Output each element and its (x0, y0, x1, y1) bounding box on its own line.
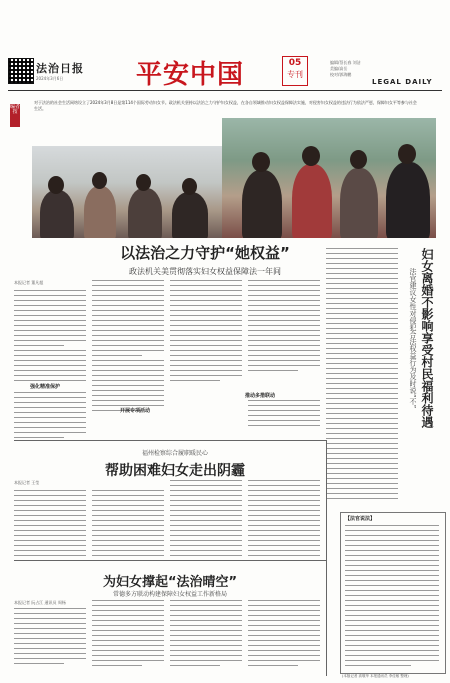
masthead (0, 0, 450, 92)
text-column (248, 400, 320, 430)
text-column (14, 290, 86, 385)
text-column (345, 525, 439, 670)
article1-subheadline: 政法机关美贯彻落实妇女权益保障法一年间 (129, 267, 281, 276)
article1-subhead: 强化精准保护 (30, 384, 61, 390)
text-column (326, 248, 398, 503)
text-column (248, 480, 320, 565)
article2-byline: 本报记者 王莹 (14, 480, 40, 485)
paper-logo: 法治日报 (36, 62, 84, 75)
text-column (92, 600, 164, 670)
editor-note-tag: 编者按 (10, 104, 20, 127)
column-divider (326, 440, 327, 676)
section-brand: 平安中国 (136, 60, 245, 90)
article1-subhead: 推动多措联动 (245, 393, 276, 399)
editors-credit (330, 60, 361, 78)
text-column (14, 392, 86, 442)
article3-subheadline: 常德多方联动构建保障妇女权益工作新格局 (112, 591, 227, 598)
commentary-title: 【法官说法】 (345, 516, 376, 522)
text-column (248, 280, 320, 375)
paper-date: 2024年3月6日 (36, 76, 64, 81)
photo-right (222, 118, 436, 238)
text-column (248, 600, 320, 670)
feature-vertical-title: 妇女离婚不影响享受村民福利待遇 (420, 248, 434, 428)
commentary-box (340, 512, 446, 674)
text-column (92, 280, 164, 415)
article1-headline: 以法治之力守护“她权益” (120, 244, 290, 262)
editors-line: 美编/高岳 (330, 66, 348, 71)
qr-code (8, 58, 34, 84)
article3-byline: 本报记者 阮占江 通讯员 周杨 (14, 600, 66, 605)
page-footer-credit: (本版记者 高敬华 本报通讯员 李佳敏 整理) (342, 674, 409, 678)
text-column (92, 490, 164, 565)
article2-kicker: 福州检察综合履职暖民心 (141, 450, 208, 457)
divider (14, 440, 326, 441)
issue-badge (282, 56, 308, 86)
text-column (14, 490, 86, 565)
issue-number: 05 (288, 58, 302, 68)
legal-daily-mark: LEGAL DAILY (372, 78, 433, 86)
text-column (170, 600, 242, 670)
text-column (14, 608, 86, 668)
issue-label: 专刊 (287, 70, 303, 79)
divider (14, 560, 326, 561)
masthead-rule (8, 90, 442, 91)
article1-subhead: 开展专项活动 (120, 408, 151, 414)
editors-line: 编辑/蔡长春 刘洁 (330, 60, 361, 65)
text-column (170, 480, 242, 565)
article3-headline: 为妇女撑起“法治晴空” (102, 575, 238, 590)
article1-byline: 本报记者 董凡超 (14, 280, 44, 285)
text-column (170, 280, 242, 385)
article2-headline: 帮助困难妇女走出阴霾 (105, 463, 245, 479)
photo-left (32, 146, 222, 238)
editor-note-text: 对于法治的社会生活网络设立了2024年3月8日是第114个国际劳动妇女节。政法机关坚持以法治之力守护妇女权益，在各自领域推动妇女权益保障法实施，对侵害妇女权益的违法行为依法严惩，保障妇女平等参与社会生活。 (34, 100, 417, 111)
editors-line: 校对/郭海鹏 (330, 72, 352, 77)
feature-vertical-subtitle: 法官建议女性对侵犯合法权益行为及时说“不” (409, 268, 417, 409)
